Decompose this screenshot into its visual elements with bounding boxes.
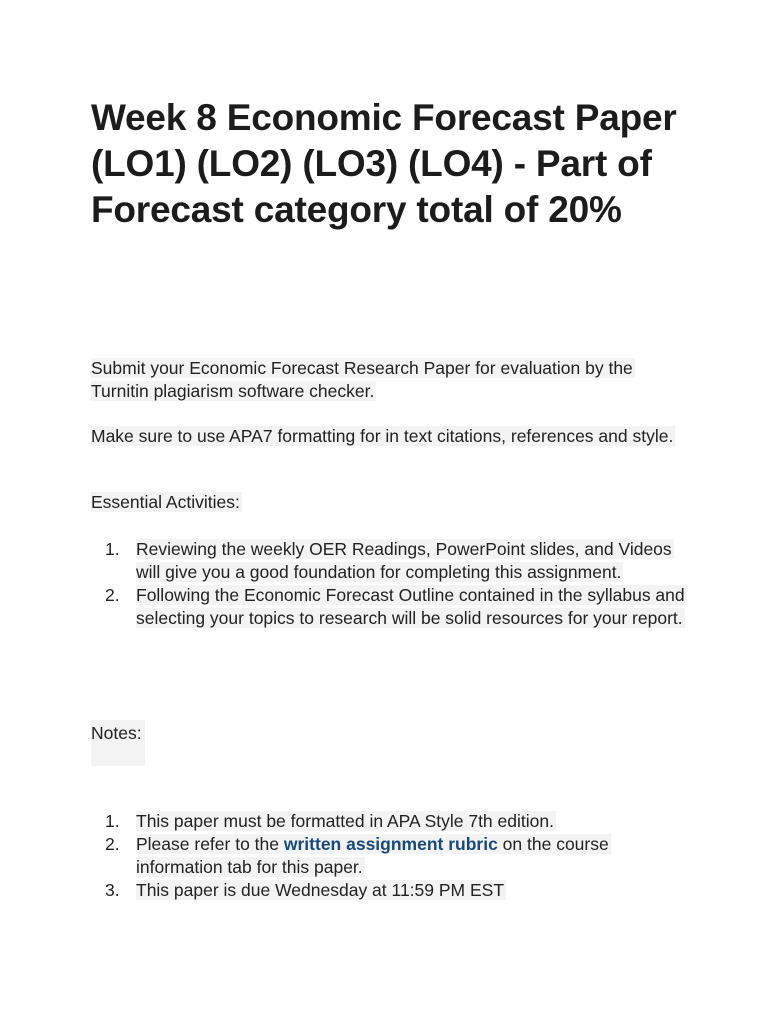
essential-activities-label: Essential Activities: [91, 492, 240, 512]
essential-activities-list [91, 538, 691, 630]
list-number: 2. [105, 834, 120, 854]
list-number: 1. [105, 811, 120, 831]
submission-paragraph [91, 357, 691, 403]
list-item [91, 810, 691, 833]
list-item-text [136, 834, 611, 877]
list-item-text: This paper is due Wednesday at 11:59 PM EST [136, 880, 505, 900]
essential-activities-heading [91, 491, 691, 514]
notes-list [91, 810, 691, 902]
rubric-text-after: on the course information tab for this paper. [136, 834, 609, 877]
list-item-text: Reviewing the weekly OER Readings, PowerPoint slides, and Videos will give you a good foundation for completing this assignment. [136, 539, 672, 582]
apa-text: Make sure to use APA7 formatting for in text citations, references and style. [91, 426, 674, 446]
rubric-text-before: Please refer to the [136, 834, 284, 854]
submission-text: Submit your Economic Forecast Research Paper for evaluation by the Turnitin plagiarism software checker. [91, 358, 633, 401]
list-item-text: Following the Economic Forecast Outline contained in the syllabus and selecting your topics to research will be solid resources for your report. [136, 585, 685, 628]
notes-label: Notes: [91, 720, 145, 766]
list-number: 2. [105, 585, 120, 605]
list-number: 1. [105, 539, 120, 559]
written-assignment-rubric-link[interactable]: written assignment rubric [283, 834, 498, 854]
list-item [91, 879, 691, 902]
notes-heading [91, 720, 145, 766]
page-title: Week 8 Economic Forecast Paper (LO1) (LO2) (LO3) (LO4) - Part of Forecast category total of 20% [91, 97, 677, 230]
list-item [91, 584, 691, 630]
list-number: 3. [105, 880, 120, 900]
list-item [91, 538, 691, 584]
list-item-text: This paper must be formatted in APA Style 7th edition. [136, 811, 554, 831]
apa-paragraph [91, 425, 691, 448]
list-item [91, 833, 691, 879]
